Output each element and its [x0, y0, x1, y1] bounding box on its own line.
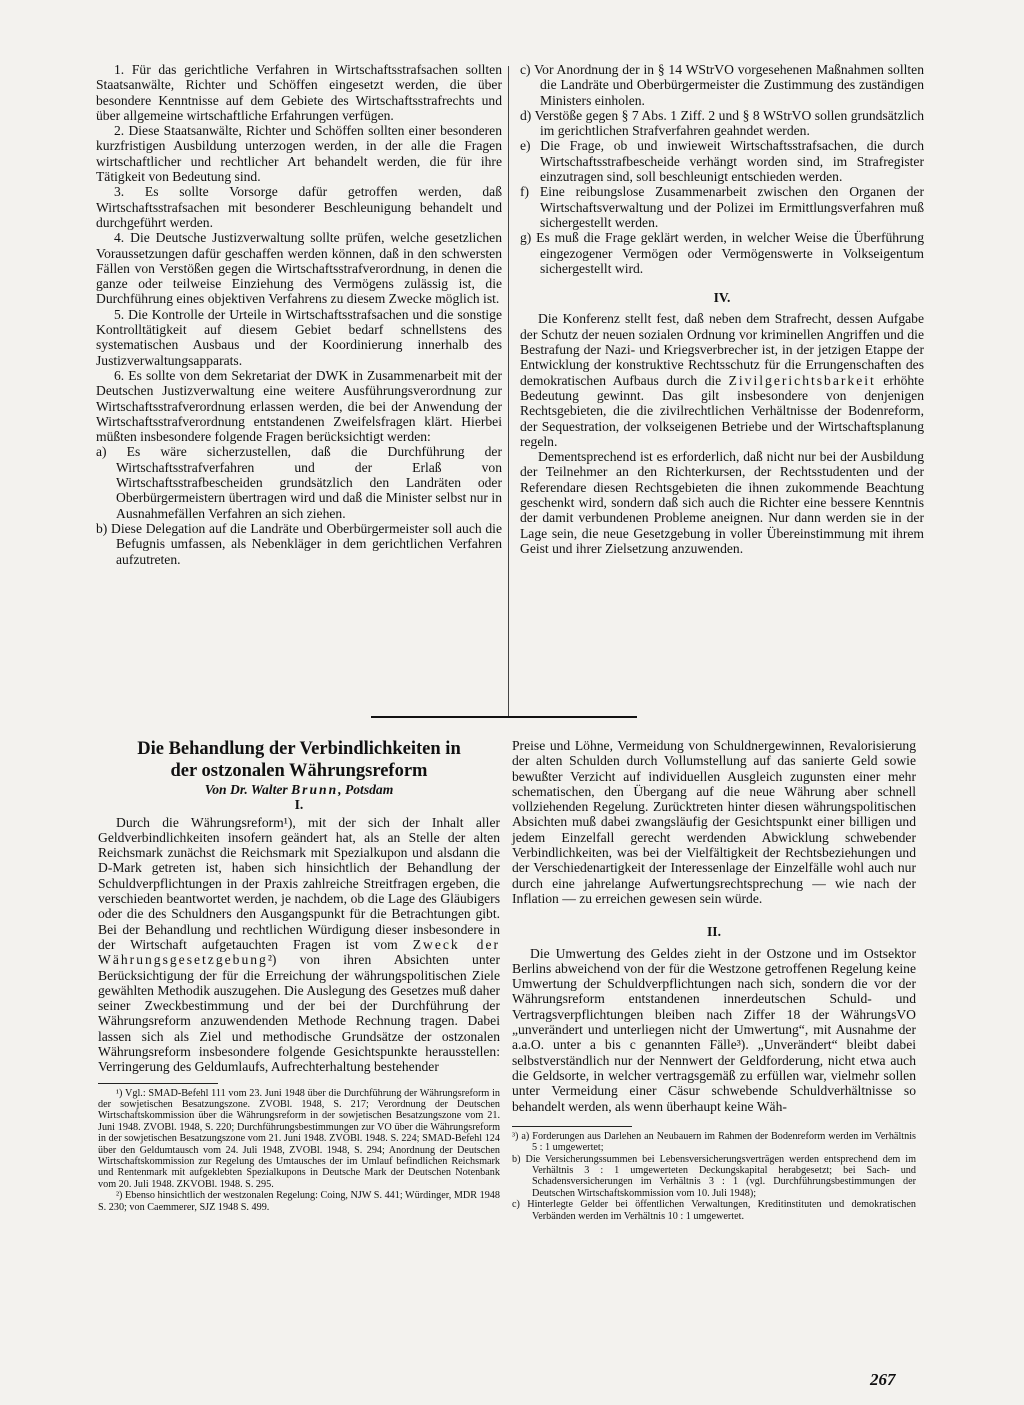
page-number: 267 [870, 1370, 896, 1389]
author-name: Brunn [291, 782, 339, 797]
section-heading: I. [294, 797, 304, 813]
paragraph: 4. Die Deutsche Justizverwaltung sollte prüfen, welche gesetzlichen Voraussetzungen dafür geschaffen werden können, daß in den schwersten Fällen von Verstößen gegen die Wirtschaftsstrafverordnung, in denen die ganze oder teilweise Einziehung des Vermögens zulässig ist, die Durchführung eines objektiven Verfahrens zu diesem Zwecke möglich ist. [96, 230, 502, 307]
paragraph: 1. Für das gerichtliche Verfahren in Wirtschaftsstrafsachen sollten Staatsanwälte, Richter und Schöffen eingesetzt werden, die über besondere Kenntnisse auf dem Gebiete des Wirtschaftsstrafrechts und über allgemeine wirtschaftliche Erfahrungen verfügen. [96, 62, 502, 123]
paragraph: 2. Diese Staatsanwälte, Richter und Schöffen sollten einer besonderen kurzfristigen Ausbildung unterzogen werden, in der alle die Fragen wirtschaftlicher und rechtlicher Art behandelt werden, die für ihre Tätigkeit von Bedeutung sind. [96, 123, 502, 185]
footnote: ³) a) Forderungen aus Darlehen an Neubauern im Rahmen der Bodenreform werden im Verhältnis 5 : 1 umgewertet; [512, 1130, 916, 1154]
text-run: ²) von ihren Absichten unter Berücksichtigung der für die Erreichung der währungspolitischen Ziele gewählten Methodik auszugehen. Die Auslegung des Gesetzes muß daher seiner Zweckbestimmung und der bei der Durchführung der Währungsreform anzuwendenden Methode Rechnung tragen. Dabei lassen sich als Ziel und methodische Grundsätze der ostzonalen Währungsreform insbesondere folgende Gesichtspunkte herausstellen: Verringerung des Geldumlaufs, Aufrechterhaltung bestehender [98, 952, 500, 1075]
footnote: ¹) Vgl.: SMAD-Befehl 111 vom 23. Juni 1948 über die Durchführung der Währungsreform in der sowjetischen Besatzungszone. ZVOBl. 1948, S. 217; Verordnung der Deutschen Wirtschaftskommission über die Währungsreform in der sowjetischen Besatzungszone vom 21. Juni 1948. ZVOBl. 1948, S. 220; Durchführungsbestimmungen zur VO über die Währungsreform in der sowjetischen Besatzungszone vom 21. Juni 1948. ZVOBl. 1948. S. 224; SMAD-Befehl 124 über den Geldumtausch vom 24. Juli 1948, ZVOBl. 1948, S. 294; Anordnung der Deutschen Wirtschaftskommission zur Regelung des Umtausches der im Umlauf befindlichen Reichsmark und Rentenmark mit aufgeklebten Spezialkupons in Deutsche Mark der Deutschen Notenbank vom 20. Juli 1948. ZKVOBl. 1948. S. 295. [98, 1087, 500, 1190]
title-line: Die Behandlung der Verbindlichkeiten in [137, 739, 461, 759]
byline-suffix: , Potsdam [338, 782, 394, 797]
paragraph: Die Umwertung des Geldes zieht in der Ostzone und im Ostsektor Berlins abweichend von der für die Westzone getroffenen Regelung keine Umwertung der Schuldverpflichtungen nach sich, sondern die vor der Währungsreform entstandenen innerdeutschen Schuld- und Vertragsverpflichtungen bleiben nach Ziffer 18 der WährungsVO „unverändert und unterliegen nicht der Umwertung“, mit Ausnahme der a.a.O. unter a bis c genannten Fälle³). „Unverändert“ bleibt dabei selbstverständlich nur der Nennwert der Geldforderung, nicht etwa auch die Geldsorte, in welcher vertragsgemäß zu erfüllen war, vielmehr sollen unter Vermeidung einer Cäsur schwebende Schuldverhältnisse so behandelt werden, als wenn überhaupt keine Wäh- [512, 945, 916, 1114]
list-item: e) Die Frage, ob und inwieweit Wirtschaftsstrafsachen, die durch Wirtschaftsstrafbescheide verhängt worden sind, im Strafregister einzutragen sind, soll beschleunigt entschieden werden. [520, 138, 924, 185]
list-item: g) Es muß die Frage geklärt werden, in welcher Weise die Überführung eingezogener Vermögen oder Vermögenswerte in Volkseigentum sichergestellt wird. [520, 230, 924, 276]
emphasis: Zivilgerichtsbarkeit [728, 372, 876, 388]
top-left-column [96, 62, 502, 567]
footnote-rule [98, 1083, 218, 1084]
footnotes [98, 1088, 500, 1213]
list-item: b) Diese Delegation auf die Landräte und Oberbürgermeister soll auch die Befugnis umfassen, als Nebenkläger in dem gerichtlichen Verfahren aufzutreten. [96, 520, 502, 567]
paragraph: 5. Die Kontrolle der Urteile in Wirtschaftsstrafsachen und die sonstige Kontrolltätigkeit auf diesem Gebiet bedarf schnellstens des systematischen Ausbaus und der Koordinierung innerhalb des Justizverwaltungsapparats. [96, 306, 502, 368]
byline [98, 782, 500, 797]
list-item: f) Eine reibungslose Zusammenarbeit zwischen den Organen der Wirtschaftsverwaltung und der Polizei im Ermittlungsverfahren muß sichergestellt werden. [520, 184, 924, 230]
emphasis: Zweck der Währungsgesetzgebung [98, 936, 501, 968]
text-run: Die Konferenz stellt fest, daß neben dem Strafrecht, dessen Aufgabe der Schutz der neuen sozialen Ordnung vor kriminellen Angriffen und die Bestrafung der Nazi- und Kriegsverbrecher ist, in der jetzigen Etappe der Entwicklung der konstruktive Rechtsschutz für die Errungenschaften des demokratischen Aufbaus durch die [520, 311, 924, 388]
footnote: ²) Ebenso hinsichtlich der westzonalen Regelung: Coing, NJW S. 441; Würdinger, MDR 1948 S. 230; von Caemmerer, SJZ 1948 S. 499. [98, 1190, 500, 1213]
footnote: c) Hinterlegte Gelder bei öffentlichen Verwaltungen, Kreditinstituten und demokratischen Verbänden werden im Verhältnis 10 : 1 umgewertet. [512, 1199, 916, 1222]
article-title [98, 738, 500, 782]
bottom-right-column [512, 738, 916, 1222]
bottom-left-column [98, 738, 500, 1213]
list-item: d) Verstöße gegen § 7 Abs. 1 Ziff. 2 und § 8 WStrVO sollen grundsätzlich im gerichtlichen Strafverfahren geahndet werden. [520, 107, 924, 139]
text-run: erhöhte Bedeutung gewinnt. Das gilt insbesondere von denjenigen Rechtsgebieten, die die zivilrechtlichen Verhältnisse der Bodenreform, der Sequestration, der volkseigenen Betriebe und der Wirtschaftsplanung regeln. [520, 372, 924, 449]
top-right-column [520, 62, 924, 556]
title-line: der ostzonalen Währungsreform [170, 761, 428, 781]
paragraph: 3. Es sollte Vorsorge dafür getroffen werden, daß Wirtschaftsstrafsachen mit besonderer Beschleunigung behandelt und durchgeführt werden. [96, 184, 502, 230]
paragraph: 6. Es sollte von dem Sekretariat der DWK in Zusammenarbeit mit der Deutschen Justizverwaltung eine weitere Ausführungsverordnung zur Wirtschaftsstrafverordnung erlassen werden, die bei der Anwendung der Wirtschaftsstrafverordnung entstandenen Zweifelsfragen klärt. Hierbei müßten insbesondere folgende Fragen berücksichtigt werden: [96, 367, 502, 445]
list-item: c) Vor Anordnung der in § 14 WStrVO vorgesehenen Maßnahmen sollten die Landräte und Oberbürgermeister die Zustimmung des zuständigen Ministers einholen. [520, 62, 924, 108]
text-run: Durch die Währungsreform¹), mit der sich der Inhalt aller Geldverbindlichkeiten insofern geändert hat, als an Stelle der alten Reichsmark zunächst die Reichsmark mit Spezialkupon und alsdann die D-Mark getreten ist, haben sich hinsichtlich der Behandlung der Schuldverpflichtungen in der Praxis zahlreiche Streitfragen ergeben, die verschieden beantwortet werden, je nachdem, ob die Lage des Gläubigers oder die des Schuldners den Ausgangspunkt für die Betrachtungen gibt. Bei der Behandlung und rechtlichen Würdigung dieser insbesondere in der Wirtschaft aufgetauchten Fragen ist vom [98, 814, 500, 952]
paragraph: Dementsprechend ist es erforderlich, daß nicht nur bei der Ausbildung der Teilnehmer an den Richterkursen, der Rechtsstudenten und der Referendare diesen Rechtsgebieten die ihnen zukommende Beachtung geschenkt wird, sondern daß sich auch die Richter eine bessere Kenntnis der damit verbundenen Probleme aneignen. Nur dann werden sie in der Lage sein, die neue Gesetzgebung in voller Übereinstimmung mit ihrem Geist und ihrer Zielsetzung anzuwenden. [520, 449, 924, 556]
paragraph: Preise und Löhne, Vermeidung von Schuldnergewinnen, Revalorisierung der alten Schulden durch Vollumstellung auf das sanierte Geld sowie bewußter Verzicht auf individuellen Ausgleich zugunsten einer mehr schematischen, den Übergang auf die neue Währung aber schnell vollziehenden Regelung. Zurücktreten hinter diesen währungspolitischen Absichten muß dabei zwangsläufig der Gesichtspunkt einer billigen und jedem Einzelfall gerecht werdenden Abwicklung schwebender Verbindlichkeiten, was bei der Vielfältigkeit der Rechtsbeziehungen und der Verschiedenartigkeit der Interessenlage der Einzelfälle wohl auch nur durch eine jahrelange Aufwertungsrechtsprechung — wie nach der Inflation — zu erreichen gewesen sein würde. [512, 738, 916, 906]
paragraph [520, 311, 924, 449]
footnotes [512, 1131, 916, 1222]
column-rule [508, 66, 509, 716]
section-heading: II. [707, 924, 721, 940]
paragraph [98, 815, 500, 1075]
section-heading: IV. [713, 290, 731, 306]
byline-prefix: Von Dr. Walter [204, 782, 288, 797]
section-divider [371, 716, 637, 718]
footnote-rule [512, 1126, 632, 1127]
list-item: a) Es wäre sicherzustellen, daß die Durchführung der Wirtschaftsstrafverfahren und der Erlaß von Wirtschaftsstrafbescheiden grundsätzlich den Landräten oder Oberbürgermeistern übertragen wird und daß die Minister selbst nur in Ausnahmefällen Verfahren an sich ziehen. [96, 444, 502, 521]
footnote: b) Die Versicherungssummen bei Lebensversicherungsverträgen werden entsprechend dem im Verhältnis 3 : 1 umgewerteten Deckungskapital herabgesetzt; bei Sach- und Schadensversicherungen im Verhältnis 3 : 1 (vgl. Durchführungsbestimmungen der Deutschen Wirtschaftskommission vom 10. Juli 1948); [512, 1153, 916, 1199]
